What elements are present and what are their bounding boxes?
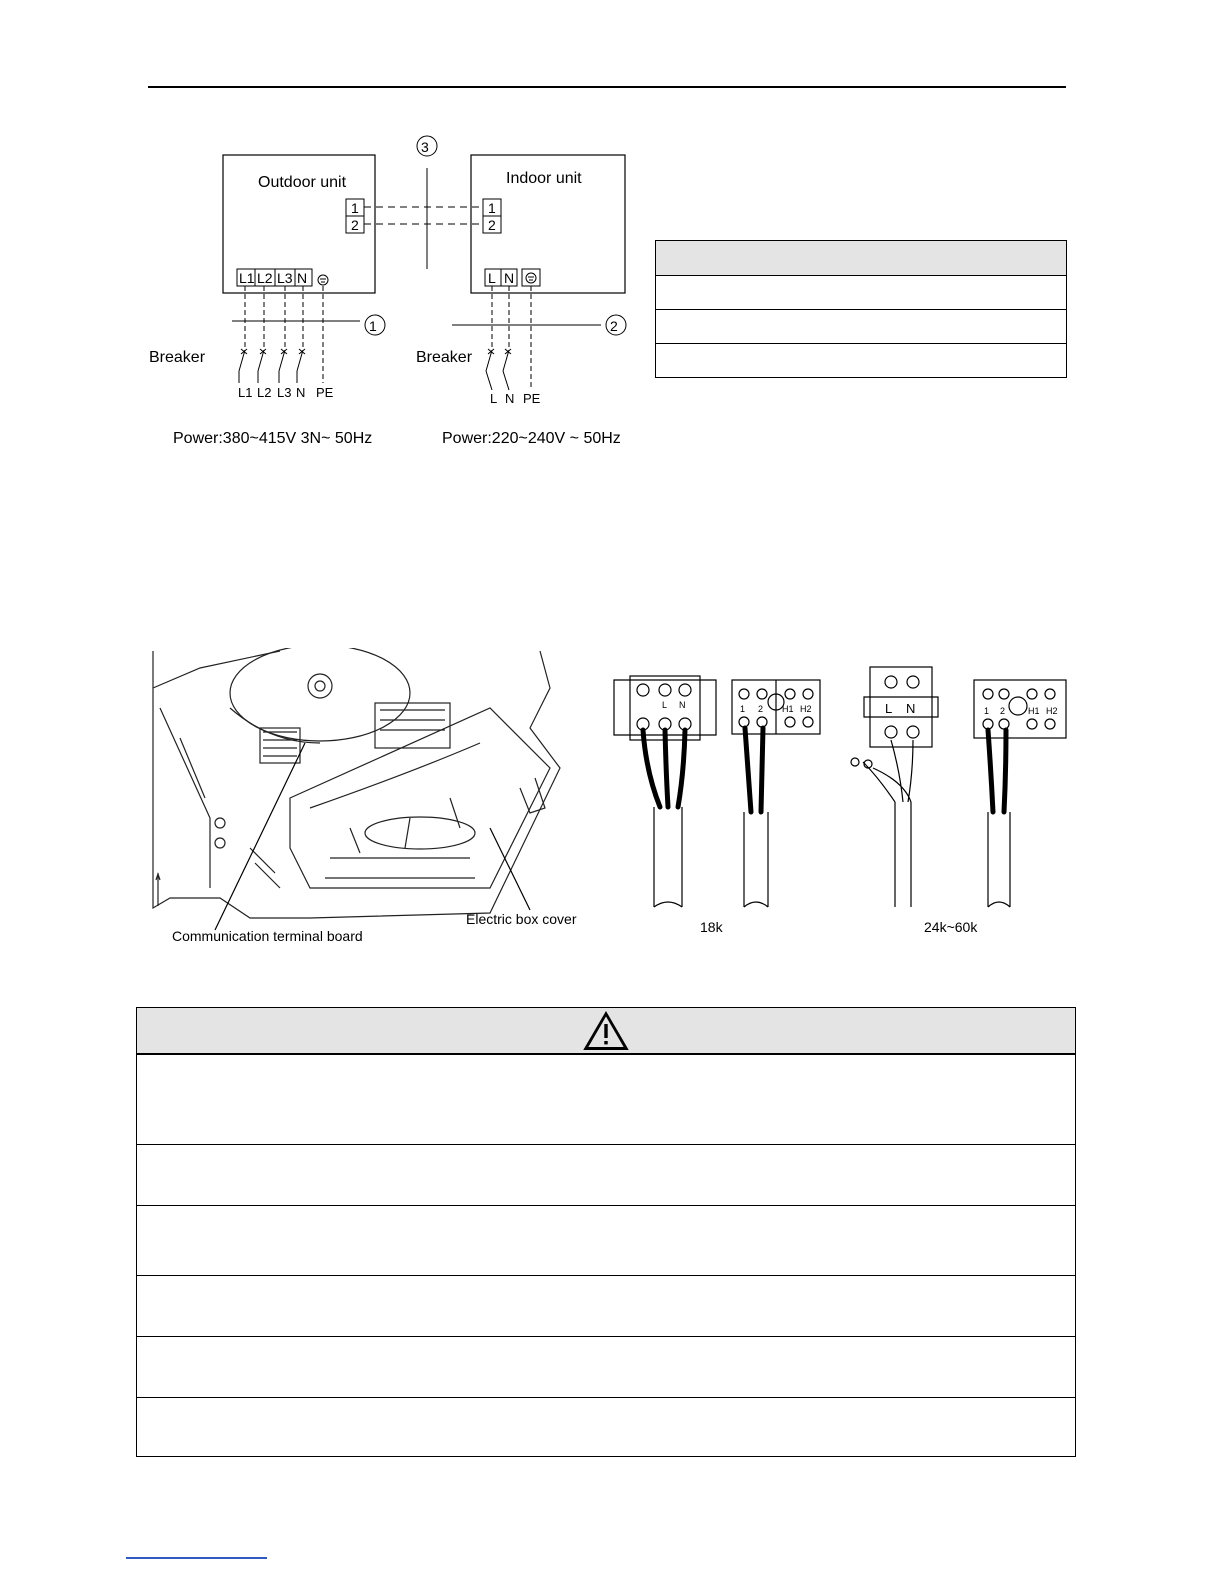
comm-board-label: Communication terminal board (172, 928, 363, 944)
comm-terminal-2-out: 2 (351, 217, 359, 233)
model-18k-label: 18k (700, 919, 723, 935)
power-outdoor: Power:380~415V 3N~ 50Hz (173, 430, 373, 447)
terminal-wiring-figure (608, 662, 1078, 942)
comm-terminal-1-in: 1 (488, 200, 496, 216)
line-label-N: N (296, 385, 306, 400)
box-cover-label: Electric box cover (466, 911, 577, 927)
header-rule (148, 86, 1066, 88)
line-label-L2: L2 (257, 385, 272, 400)
power-indoor: Power:220~240V ~ 50Hz (442, 430, 621, 447)
callout-2: 2 (610, 318, 618, 334)
wire-spec-table (655, 240, 1067, 378)
caution-header (137, 1008, 1075, 1054)
line-label-PE: PE (316, 385, 334, 400)
line-label-L1: L1 (238, 385, 253, 400)
line-label-L-in: L (490, 391, 498, 406)
footer-link-underline[interactable] (126, 1557, 267, 1559)
terminal-N-in: N (504, 270, 515, 286)
comm-terminal-1-out: 1 (351, 200, 359, 216)
wiring-diagram (140, 128, 650, 458)
wire-table-row (656, 275, 1066, 309)
terminal-N: N (297, 270, 308, 286)
caution-row (137, 1144, 1075, 1205)
line-label-N-in: N (505, 391, 515, 406)
term-18k-L: L (662, 700, 668, 710)
indoor-unit-label: Indoor unit (506, 170, 582, 187)
terminal-L1: L1 (239, 270, 255, 286)
model-24k-60k-label: 24k~60k (924, 919, 978, 935)
wire-table-row (656, 309, 1066, 343)
warning-triangle-icon (583, 1011, 629, 1051)
term-24k-H2: H2 (1046, 706, 1058, 716)
ground-icon-outdoor (318, 275, 328, 285)
term-18k-1: 1 (740, 704, 746, 714)
term-18k-H1: H1 (782, 704, 794, 714)
term-18k-2: 2 (758, 704, 764, 714)
wire-table-header (656, 241, 1066, 275)
comm-terminal-2-in: 2 (488, 217, 496, 233)
callout-3: 3 (421, 139, 429, 155)
breaker-label-right: Breaker (416, 349, 473, 366)
caution-table (136, 1007, 1076, 1457)
term-24k-H1: H1 (1028, 706, 1040, 716)
caution-row (137, 1336, 1075, 1397)
wire-table-row (656, 343, 1066, 377)
line-label-PE-in: PE (523, 391, 541, 406)
term-24k-N: N (906, 701, 916, 716)
callout-1: 1 (369, 318, 377, 334)
breaker-label-left: Breaker (149, 349, 206, 366)
caution-row (137, 1054, 1075, 1144)
term-18k-N: N (679, 700, 686, 710)
term-24k-2: 2 (1000, 706, 1006, 716)
terminal-L-in: L (488, 270, 496, 286)
terminal-L3: L3 (277, 270, 293, 286)
term-24k-1: 1 (984, 706, 990, 716)
outdoor-unit-label: Outdoor unit (258, 174, 347, 191)
caution-row (137, 1205, 1075, 1275)
electric-box-figure (150, 648, 590, 953)
terminal-L2: L2 (257, 270, 273, 286)
line-label-L3: L3 (277, 385, 292, 400)
term-18k-H2: H2 (800, 704, 812, 714)
term-24k-L: L (885, 701, 893, 716)
caution-row (137, 1397, 1075, 1456)
caution-row (137, 1275, 1075, 1336)
